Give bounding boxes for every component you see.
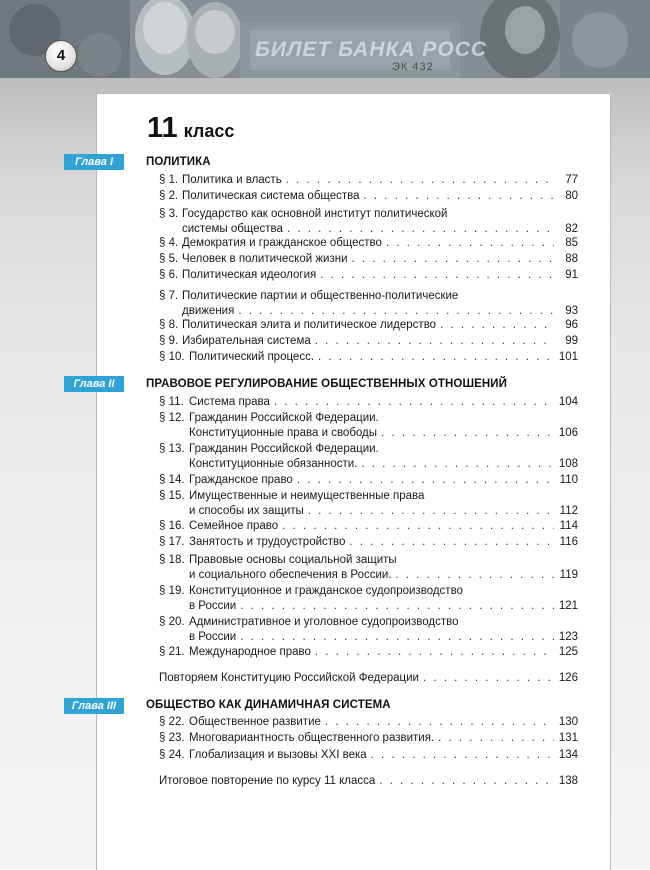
page-ref: 99 xyxy=(565,335,578,347)
header-banner xyxy=(0,0,650,78)
toc-entry[interactable] xyxy=(159,489,578,519)
section-title: Политическая система общества xyxy=(182,190,360,202)
section-title: Политические партии и общественно-политические xyxy=(182,290,459,302)
page-ref: 85 xyxy=(565,237,578,249)
page-ref: 80 xyxy=(565,190,578,202)
page-ref: 123 xyxy=(558,631,578,643)
toc-entry[interactable] xyxy=(159,411,578,441)
section-number: § 4. xyxy=(159,237,179,249)
toc-entry[interactable] xyxy=(159,584,578,614)
page-ref: 96 xyxy=(565,319,578,331)
dot-leader xyxy=(352,252,555,267)
toc-entry[interactable] xyxy=(159,774,578,789)
toc-entry[interactable] xyxy=(159,350,578,365)
page-ref: 131 xyxy=(558,732,578,744)
section-title: в России xyxy=(189,631,237,643)
dot-leader xyxy=(325,715,554,730)
section-title: и социального обеспечения в России. xyxy=(189,569,392,581)
dot-leader xyxy=(440,318,554,333)
dot-leader xyxy=(238,304,554,319)
section-number: § 11. xyxy=(159,396,184,408)
toc-entry[interactable] xyxy=(159,207,578,237)
section-title: Глобализация и вызовы XXI века xyxy=(189,749,367,761)
section-title: Государство как основной институт политической xyxy=(182,208,448,220)
section-title: Семейное право xyxy=(189,520,279,532)
toc-entry[interactable] xyxy=(159,189,578,204)
dot-leader xyxy=(286,173,554,188)
dot-leader xyxy=(318,350,554,365)
section-title: Избирательная система xyxy=(182,335,311,347)
section-title: системы общества xyxy=(182,223,283,235)
section-number: § 16. xyxy=(159,520,185,532)
page-number: 4 xyxy=(45,40,77,72)
section-number: § 14. xyxy=(159,474,185,486)
chapter-tag-3[interactable]: Глава III xyxy=(64,698,124,714)
toc-entry[interactable] xyxy=(159,519,578,534)
dot-leader xyxy=(240,630,554,645)
section-title: Политика и власть xyxy=(182,174,282,186)
page-ref: 77 xyxy=(565,174,578,186)
section-title: в России xyxy=(189,600,237,612)
page-ref: 88 xyxy=(565,253,578,265)
chapter-tag-2[interactable]: Глава II xyxy=(64,376,124,392)
section-number: § 18. xyxy=(159,554,185,566)
section-number: § 7. xyxy=(159,290,179,302)
dot-leader xyxy=(349,535,554,550)
section-number: § 6. xyxy=(159,269,179,281)
toc-entry[interactable] xyxy=(159,334,578,349)
page-ref: 93 xyxy=(565,305,578,317)
dot-leader xyxy=(361,457,554,472)
section-title: Политическая элита и политическое лидерство xyxy=(182,319,437,331)
section-number: § 22. xyxy=(159,716,185,728)
toc-entry[interactable] xyxy=(159,289,578,319)
section-title: Повторяем Конституцию Российской Федерации xyxy=(159,672,419,684)
section-title: Правовые основы социальной защиты xyxy=(189,554,397,566)
dot-leader xyxy=(423,671,554,686)
page-ref: 134 xyxy=(558,749,578,761)
section-number: § 19. xyxy=(159,585,185,597)
page-ref: 110 xyxy=(559,474,578,486)
dot-leader xyxy=(379,774,554,789)
page-ref: 106 xyxy=(558,427,578,439)
section-title: Итоговое повторение по курсу 11 класса xyxy=(159,775,376,787)
chapter-title-2[interactable]: ПРАВОВОЕ РЕГУЛИРОВАНИЕ ОБЩЕСТВЕННЫХ ОТНОШЕНИЙ xyxy=(146,378,508,390)
section-title: Занятость и трудоустройство xyxy=(189,536,346,548)
page-ref: 116 xyxy=(559,536,578,548)
banner-serial-text: ЭК 432 xyxy=(392,61,434,73)
page-ref: 121 xyxy=(558,600,578,612)
section-number: § 21. xyxy=(159,646,185,658)
toc-entry[interactable] xyxy=(159,553,578,583)
section-title: Политический процесс. xyxy=(189,351,315,363)
toc-entry[interactable] xyxy=(159,173,578,188)
toc-entry[interactable] xyxy=(159,715,578,730)
section-title: Административное и уголовное судопроизводство xyxy=(189,616,459,628)
section-title: Конституционное и гражданское судопроизводство xyxy=(189,585,463,597)
dot-leader xyxy=(315,334,554,349)
section-title: Человек в политической жизни xyxy=(182,253,348,265)
section-title: Международное право xyxy=(189,646,311,658)
dot-leader xyxy=(274,395,554,410)
toc-entry[interactable] xyxy=(159,395,578,410)
banner-banknote-text: БИЛЕТ БАНКА РОСС xyxy=(255,38,488,61)
dot-leader xyxy=(297,473,554,488)
toc-entry[interactable] xyxy=(159,318,578,333)
page-ref: 101 xyxy=(558,351,578,363)
grade-word: класс xyxy=(183,121,235,141)
toc-entry[interactable] xyxy=(159,748,578,763)
chapter-title-1[interactable]: ПОЛИТИКА xyxy=(146,156,211,168)
section-number: § 13. xyxy=(159,443,185,455)
page-ref: 108 xyxy=(558,458,578,470)
page-ref: 82 xyxy=(565,223,578,235)
section-number: § 15. xyxy=(159,490,185,502)
page-ref: 112 xyxy=(559,505,578,517)
section-title: Гражданин Российской Федерации. xyxy=(189,412,379,424)
section-title: Общественное развитие xyxy=(189,716,321,728)
section-title: Имущественные и неимущественные права xyxy=(189,490,425,502)
section-title: Конституционные права и свободы xyxy=(189,427,378,439)
toc-entry[interactable] xyxy=(159,615,578,645)
page-ref: 91 xyxy=(565,269,578,281)
toc-entry[interactable] xyxy=(159,731,578,746)
page-ref: 130 xyxy=(558,716,578,728)
section-number: § 23. xyxy=(159,732,185,744)
dot-leader xyxy=(282,519,554,534)
page-ref: 138 xyxy=(558,775,578,787)
toc-entry[interactable] xyxy=(159,442,578,472)
page-ref: 114 xyxy=(559,520,578,532)
toc-entry[interactable] xyxy=(159,236,578,251)
dot-leader xyxy=(320,268,554,283)
dot-leader xyxy=(315,645,554,660)
section-number: § 20. xyxy=(159,616,185,628)
toc-entry[interactable] xyxy=(159,535,578,550)
dot-leader xyxy=(396,568,554,583)
section-title: Гражданин Российской Федерации. xyxy=(189,443,379,455)
page-ref: 104 xyxy=(558,396,578,408)
section-number: § 17. xyxy=(159,536,185,548)
dot-leader xyxy=(364,189,554,204)
toc-entry[interactable] xyxy=(159,671,578,686)
dot-leader xyxy=(386,236,554,251)
dot-leader xyxy=(287,222,554,237)
toc-entry[interactable] xyxy=(159,645,578,660)
toc-entry[interactable] xyxy=(159,473,578,488)
section-title: Политическая идеология xyxy=(182,269,317,281)
grade-title xyxy=(147,112,234,145)
section-title: Многовариантность общественного развития. xyxy=(189,732,435,744)
section-title: Гражданское право xyxy=(189,474,293,486)
section-number: § 2. xyxy=(159,190,179,202)
section-number: § 8. xyxy=(159,319,179,331)
grade-number: 11 xyxy=(147,112,178,144)
section-title: движения xyxy=(182,305,235,317)
section-title: Демократия и гражданское общество xyxy=(182,237,382,249)
dot-leader xyxy=(381,426,554,441)
dot-leader xyxy=(308,504,554,519)
section-number: § 3. xyxy=(159,208,179,220)
dot-leader xyxy=(371,748,554,763)
section-number: § 5. xyxy=(159,253,179,265)
page-ref: 125 xyxy=(558,646,578,658)
section-number: § 24. xyxy=(159,749,185,761)
chapter-title-3[interactable]: ОБЩЕСТВО КАК ДИНАМИЧНАЯ СИСТЕМА xyxy=(146,699,391,711)
toc-entry[interactable] xyxy=(159,252,578,267)
section-number: § 10. xyxy=(159,351,185,363)
section-number: § 9. xyxy=(159,335,179,347)
section-title: Конституционные обязанности. xyxy=(189,458,358,470)
chapter-tag-1[interactable]: Глава I xyxy=(64,154,124,170)
section-number: § 12. xyxy=(159,412,185,424)
section-number: § 1. xyxy=(159,174,179,186)
dot-leader xyxy=(240,599,554,614)
page-ref: 119 xyxy=(559,569,578,581)
section-title: Система права xyxy=(189,396,270,408)
page-ref: 126 xyxy=(558,672,578,684)
toc-entry[interactable] xyxy=(159,268,578,283)
section-title: и способы их защиты xyxy=(189,505,304,517)
dot-leader xyxy=(438,731,554,746)
